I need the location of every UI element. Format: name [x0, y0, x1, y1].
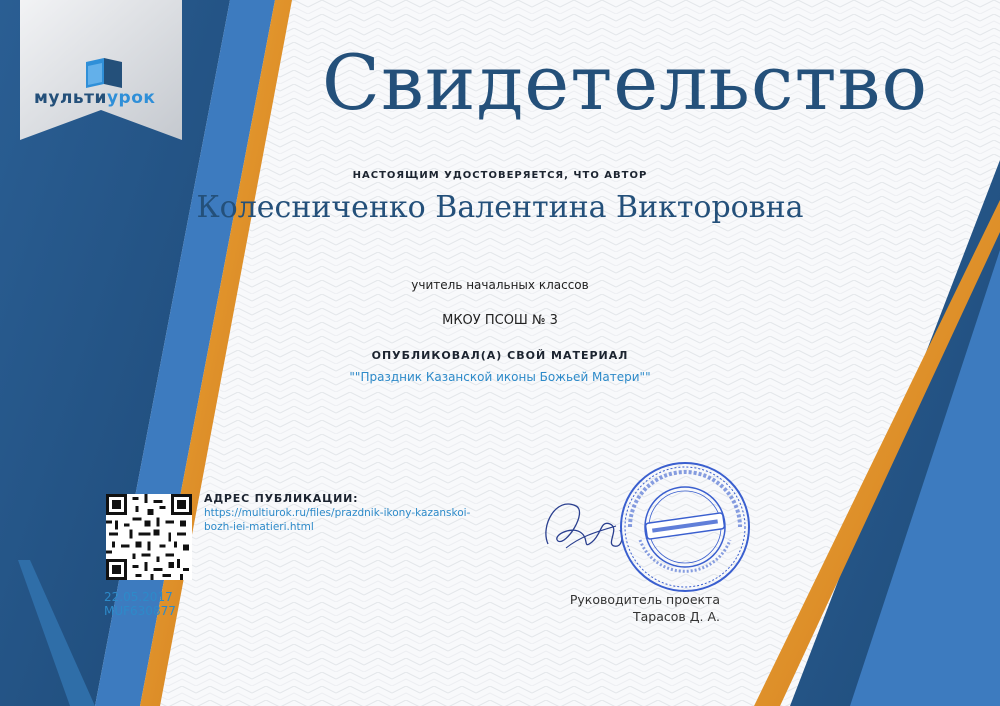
published-line: ОПУБЛИКОВАЛ(А) СВОЙ МАТЕРИАЛ: [371, 349, 629, 362]
publication-url-link[interactable]: https://multiurok.ru/files/prazdnik-ikony-kazanskoi-bozh-iei-matieri.html: [204, 507, 471, 533]
organization: МКОУ ПСОШ № 3: [442, 313, 558, 328]
logo-part1: мульти: [34, 88, 107, 108]
qr-code-icon[interactable]: [106, 494, 192, 580]
publication-date: 22.05.2017: [104, 590, 173, 604]
author-name: Колесниченко Валентина Викторовна: [196, 190, 804, 225]
seal-stamp-icon: [618, 460, 752, 594]
certify-line: НАСТОЯЩИМ УДОСТОВЕРЯЕТСЯ, ЧТО АВТОР: [352, 170, 648, 181]
material-title: ""Праздник Казанской иконы Божьей Матери"": [349, 370, 651, 384]
signatory-role: Руководитель проекта: [569, 592, 720, 607]
certificate-title: Свидетельство: [321, 38, 929, 127]
signatory-name: Тарасов Д. А.: [633, 609, 720, 624]
signature-icon: [536, 486, 626, 566]
publication-address-label: АДРЕС ПУБЛИКАЦИИ:: [204, 492, 359, 505]
logo-part2: урок: [106, 88, 156, 108]
publication-id: MUF630877: [104, 604, 176, 618]
brand-logo[interactable]: [34, 88, 155, 108]
author-position: учитель начальных классов: [411, 278, 589, 292]
